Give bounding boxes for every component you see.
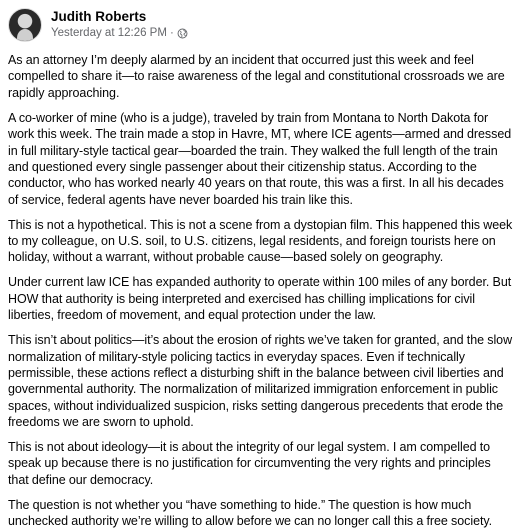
globe-icon[interactable] [177, 28, 188, 39]
post-timestamp[interactable]: Yesterday at 12:26 PM [51, 27, 167, 39]
avatar[interactable] [8, 8, 42, 42]
paragraph-6: This is not about ideology—it is about the integrity of our legal system. I am compelled to speak up because there is no justification for circumventing the very rights and principles that define our democracy. [8, 440, 491, 487]
paragraph-7: The question is not whether you “have something to hide.” The question is how much unchecked authority we’re willing to allow before we can no longer call this a free society. [8, 497, 493, 529]
paragraph-3: This is not a hypothetical. This is not a scene from a dystopian film. This happened this week to my colleague, on U.S. soil, to U.S. citizens, legal residents, and foreign tourists here on holiday, without a warrant, without probable cause—based solely on geography. [8, 217, 513, 265]
post-meta [51, 9, 188, 41]
author-name[interactable]: Judith Roberts [51, 9, 147, 24]
post-subline [51, 26, 188, 41]
paragraph-4: Under current law ICE has expanded authority to operate within 100 miles of any border. But HOW that authority is being interpreted and exercised has chilling implications for civil liberties, freedom of movement, and equal protection under the law. [8, 275, 512, 323]
paragraph-5: This isn’t about politics—it’s about the erosion of rights we’ve taken for granted, and the slow normalization of military-style policing tactics in everyday spaces. Even if technically permissible, these actions reflect a disturbing shift in the balance between civil liberties and governmental authority. The normalization of militarized immigration enforcement in public spaces, without individualized suspicion, risks setting dangerous precedents that erode the freedoms we are sworn to uphold. [8, 333, 513, 430]
paragraph-2: A co-worker of mine (who is a judge), traveled by train from Montana to North Dakota for work this week. The train made a stop in Havre, MT, where ICE agents—armed and dressed in full military-style tactical gear—boarded the train. They walked the full length of the train and questioned every single passenger about their citizenship status. According to the conductor, who has worked nearly 40 years on that route, this was a first. In all his decades of service, federal agents have never boarded his train like this. [8, 110, 512, 207]
paragraph-1: As an attorney I’m deeply alarmed by an incident that occurred just this week and feel compelled to share it—to raise awareness of the legal and constitutional crossroads we are rapidly approaching. [8, 53, 505, 100]
post-header [8, 8, 513, 42]
post-body [8, 52, 513, 530]
meta-separator: · [169, 27, 174, 39]
